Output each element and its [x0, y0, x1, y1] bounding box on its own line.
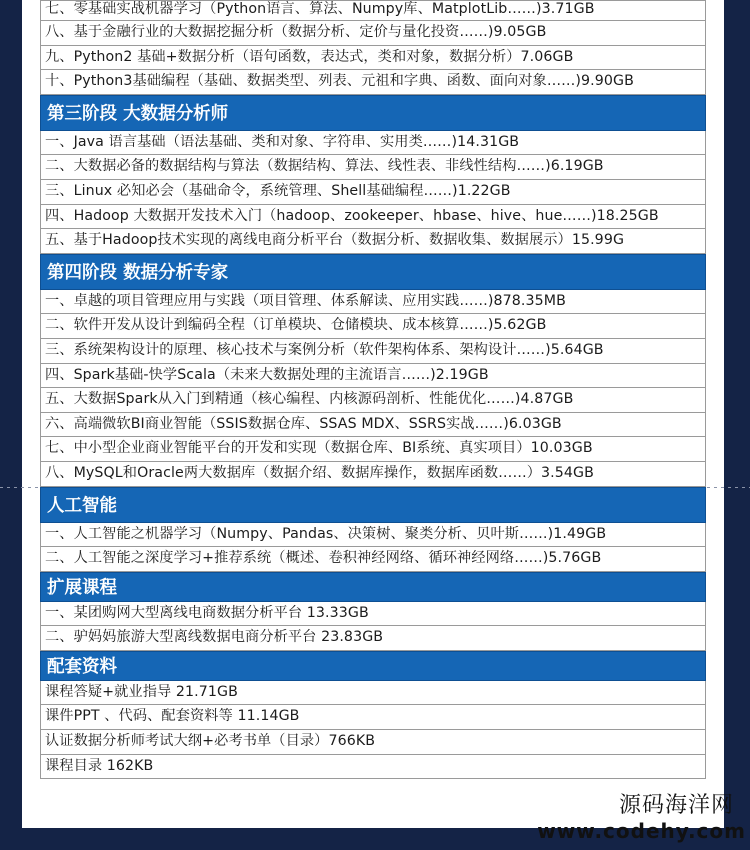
- table-row: 四、Spark基础-快学Scala（未来大数据处理的主流语言……)2.19GB: [40, 364, 706, 389]
- course-table: [40, 0, 706, 779]
- table-row: 五、基于Hadoop技术实现的离线电商分析平台（数据分析、数据收集、数据展示）15.99G: [40, 229, 706, 254]
- table-row: 八、MySQL和Oracle两大数据库（数据介绍、数据库操作，数据库函数……）3.54GB: [40, 462, 706, 487]
- table-row: 课程答疑+就业指导 21.71GB: [40, 681, 706, 706]
- section-header-materials: 配套资料: [40, 651, 706, 681]
- watermark-url: www.codehy.com: [537, 819, 746, 843]
- table-row: 二、驴妈妈旅游大型离线数据电商分析平台 23.83GB: [40, 626, 706, 651]
- table-row: 一、卓越的项目管理应用与实践（项目管理、体系解读、应用实践……)878.35MB: [40, 290, 706, 315]
- section-header-extension: 扩展课程: [40, 572, 706, 602]
- table-row: 九、Python2 基础+数据分析（语句函数，表达式，类和对象，数据分析）7.06GB: [40, 46, 706, 71]
- table-row: 认证数据分析师考试大纲+必考书单（目录）766KB: [40, 730, 706, 755]
- watermark-name: 源码海洋网: [618, 793, 734, 818]
- table-row: 一、Java 语言基础（语法基础、类和对象、字符串、实用类……)14.31GB: [40, 131, 706, 156]
- table-row: 二、人工智能之深度学习+推荐系统（概述、卷积神经网络、循环神经网络……)5.76GB: [40, 547, 706, 572]
- table-row: 二、大数据必备的数据结构与算法（数据结构、算法、线性表、非线性结构……)6.19GB: [40, 155, 706, 180]
- section-header-stage-three: 第三阶段 大数据分析师: [40, 95, 706, 131]
- table-row: 二、软件开发从设计到编码全程（订单模块、仓储模块、成本核算……)5.62GB: [40, 314, 706, 339]
- table-row: 三、系统架构设计的原理、核心技术与案例分析（软件架构体系、架构设计……)5.64GB: [40, 339, 706, 364]
- section-header-stage-four: 第四阶段 数据分析专家: [40, 254, 706, 290]
- table-row: 七、中小型企业商业智能平台的开发和实现（数据仓库、BI系统、真实项目）10.03GB: [40, 437, 706, 462]
- table-row: 一、某团购网大型离线电商数据分析平台 13.33GB: [40, 602, 706, 627]
- table-row: 三、Linux 必知必会（基础命令，系统管理、Shell基础编程……)1.22GB: [40, 180, 706, 205]
- table-row: 课程目录 162KB: [40, 755, 706, 780]
- table-row: 课件PPT 、代码、配套资料等 11.14GB: [40, 705, 706, 730]
- table-row: 一、人工智能之机器学习（Numpy、Pandas、决策树、聚类分析、贝叶斯……)1.49GB: [40, 523, 706, 548]
- watermark: [510, 788, 750, 850]
- table-row: 七、零基础实战机器学习（Python语言、算法、Numpy库、MatplotLib……)3.71GB: [40, 0, 706, 21]
- table-row: 八、基于金融行业的大数据挖掘分析（数据分析、定价与量化投资……)9.05GB: [40, 21, 706, 46]
- table-row: 五、大数据Spark从入门到精通（核心编程、内核源码剖析、性能优化……)4.87GB: [40, 388, 706, 413]
- section-header-ai: 人工智能: [40, 487, 706, 523]
- table-row: 六、高端微软BI商业智能（SSIS数据仓库、SSAS MDX、SSRS实战……)6.03GB: [40, 413, 706, 438]
- table-row: 四、Hadoop 大数据开发技术入门（hadoop、zookeeper、hbase、hive、hue……)18.25GB: [40, 205, 706, 230]
- table-row: 十、Python3基础编程（基础、数据类型、列表、元祖和字典、函数、面向对象……)9.90GB: [40, 70, 706, 95]
